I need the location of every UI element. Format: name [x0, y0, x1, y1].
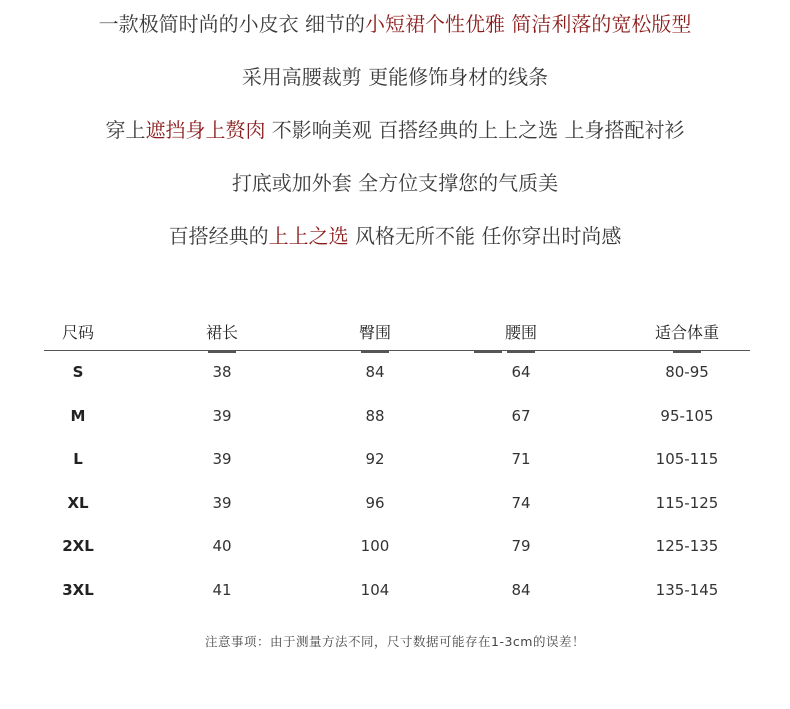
- table-cell: 115-125: [655, 493, 719, 512]
- description-line: [0, 10, 790, 63]
- table-row: [44, 569, 750, 613]
- table-cell: 92: [365, 450, 385, 468]
- table-cell: 74: [511, 493, 531, 512]
- table-row: [44, 525, 750, 569]
- description-text: 一款极简时尚的小皮衣 细节的: [98, 12, 365, 36]
- column-header: 适合体重: [654, 323, 719, 342]
- table-cell: 40: [212, 537, 232, 555]
- description-text: 穿上: [105, 118, 146, 142]
- table-cell: 41: [212, 580, 232, 599]
- size-table-header: [44, 316, 750, 351]
- table-cell: 79: [511, 537, 531, 555]
- description-text: 百搭经典的: [168, 224, 269, 248]
- table-cell: 39: [212, 493, 232, 512]
- column-header: 裙长: [205, 323, 238, 342]
- size-label: 2XL: [62, 537, 94, 555]
- table-cell: 105-115: [655, 450, 719, 468]
- size-label: 3XL: [62, 580, 94, 599]
- table-row: [44, 482, 750, 526]
- description-text: 风格无所不能 任你穿出时尚感: [348, 224, 622, 248]
- table-cell: 39: [212, 406, 232, 425]
- description-text: 采用高腰裁剪 更能修饰身材的线条: [241, 65, 549, 89]
- table-row: [44, 351, 750, 395]
- table-cell: 100: [360, 537, 390, 555]
- table-cell: 95-105: [660, 406, 714, 425]
- highlight-text: 遮挡身上赘肉: [145, 118, 266, 142]
- description-line: [0, 116, 790, 169]
- table-cell: 96: [365, 493, 385, 512]
- size-label: L: [73, 450, 83, 468]
- table-row: [44, 438, 750, 482]
- description-line: [0, 169, 790, 222]
- table-cell: 71: [511, 450, 531, 468]
- size-table-body: [44, 351, 750, 612]
- size-label: S: [72, 363, 84, 381]
- table-cell: 135-145: [655, 580, 719, 599]
- description-text: 不影响美观 百搭经典的上上之选 上身搭配衬衫: [265, 118, 685, 142]
- description-line: [0, 63, 790, 116]
- table-cell: 88: [365, 406, 385, 425]
- description-text: 打底或加外套 全方位支撑您的气质美: [231, 171, 559, 195]
- table-cell: 125-135: [655, 537, 719, 555]
- table-cell: 64: [511, 363, 531, 381]
- table-cell: 84: [365, 363, 385, 381]
- table-cell: 104: [360, 580, 390, 599]
- product-description: [0, 10, 790, 275]
- table-row: [44, 395, 750, 439]
- highlight-text: 小短裙个性优雅 简洁利落的宽松版型: [365, 12, 692, 36]
- table-cell: 39: [212, 450, 232, 468]
- highlight-text: 上上之选: [268, 224, 349, 248]
- size-label: XL: [67, 493, 89, 512]
- size-table: [44, 316, 750, 612]
- column-header: 尺码: [61, 323, 94, 342]
- table-cell: 80-95: [665, 363, 709, 381]
- table-cell: 84: [511, 580, 531, 599]
- table-cell: 67: [511, 406, 531, 425]
- table-cell: 38: [212, 363, 232, 381]
- measurement-note: 注意事项：由于测量方法不同，尺寸数据可能存在1-3cm的误差！: [205, 634, 585, 649]
- size-label: M: [70, 406, 86, 425]
- column-header: 腰围: [504, 323, 537, 342]
- description-line: [0, 222, 790, 275]
- column-header: 臀围: [358, 323, 391, 342]
